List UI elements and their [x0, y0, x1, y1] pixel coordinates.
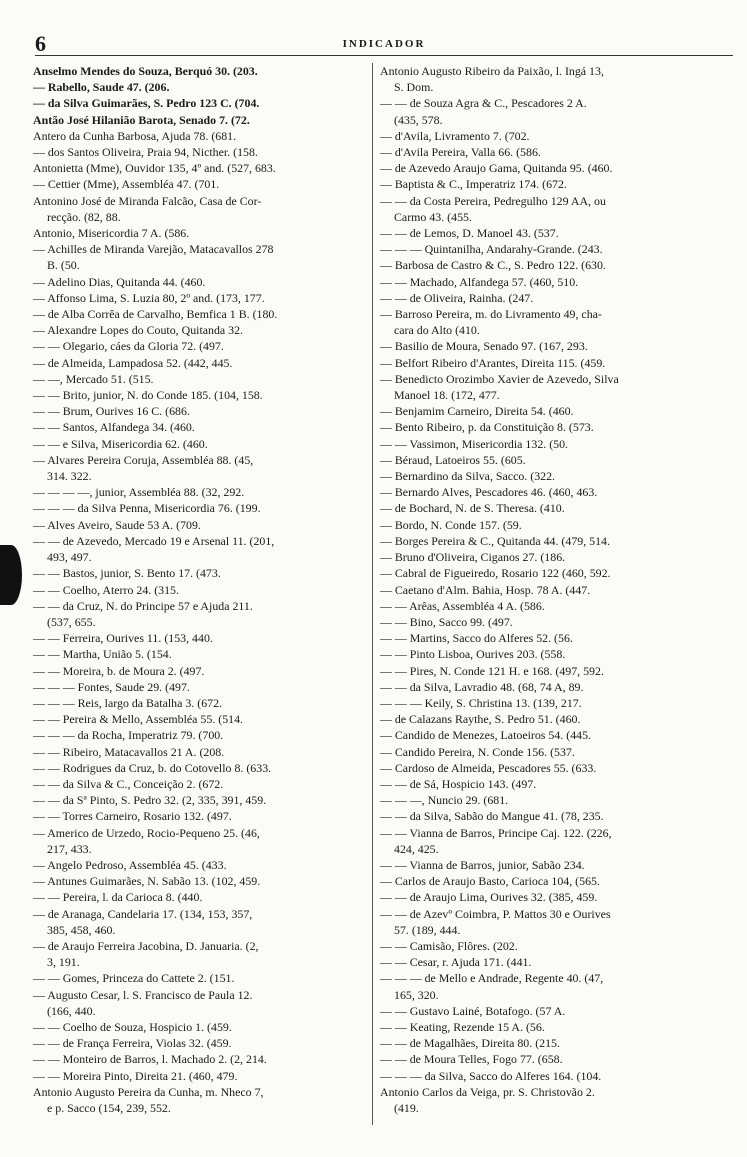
directory-entry-line: Antonio Carlos da Veiga, pr. S. Christovão 2.	[380, 1084, 595, 1099]
directory-entry-line: — — Pinto Lisboa, Ourives 203. (558.	[380, 647, 566, 662]
page-header	[35, 33, 733, 55]
directory-entry-line: B. (50.	[47, 258, 80, 273]
directory-entry-line: — — Pereira & Mello, Assembléa 55. (514.	[33, 712, 244, 727]
running-title: INDICADOR	[342, 38, 426, 50]
left-column	[33, 63, 373, 1116]
directory-entry-line: — — Vianna de Barros, Principe Caj. 122. (226,	[380, 825, 612, 840]
directory-entry-line: — — de Lemos, D. Manoel 43. (537.	[380, 226, 559, 241]
directory-entry-line: — Angelo Pedroso, Assembléa 45. (433.	[33, 857, 227, 872]
directory-entry-line: — Achilles de Miranda Varejão, Matacavallos 278	[33, 242, 274, 257]
directory-entry-line: — — Santos, Alfandega 34. (460.	[33, 420, 195, 435]
directory-entry-line: — Bordo, N. Conde 157. (59.	[380, 517, 522, 532]
directory-entry-line: — — Cesar, r. Ajuda 171. (441.	[380, 955, 532, 970]
directory-entry-line: — — Camisão, Flôres. (202.	[380, 938, 518, 953]
directory-entry-line: — Benjamim Carneiro, Direita 54. (460.	[380, 404, 574, 419]
directory-entry-line: — Basilio de Moura, Senado 97. (167, 293.	[380, 339, 588, 354]
directory-entry-line: Antonino José de Miranda Falcão, Casa de Cor-	[33, 193, 262, 208]
directory-entry-line: — Antunes Guimarães, N. Sabão 13. (102, 459.	[33, 874, 261, 889]
directory-entry-line: — Barroso Pereira, m. do Livramento 49, cha-	[380, 307, 602, 322]
directory-entry-line: — — Moreira, b. de Moura 2. (497.	[33, 663, 205, 678]
directory-entry-line: — Carlos de Araujo Basto, Carioca 104, (565.	[380, 874, 600, 889]
directory-entry-line: — —, Mercado 51. (515.	[33, 371, 154, 386]
directory-entry-line: — — — de Mello e Andrade, Regente 40. (47,	[380, 971, 604, 986]
directory-entry-line: — — Brito, junior, N. do Conde 185. (104, 158.	[33, 388, 263, 403]
directory-entry-line: — — e Silva, Misericordia 62. (460.	[33, 436, 208, 451]
directory-entry-line: Antonio Augusto Ribeiro da Paixão, l. Ingá 13,	[380, 64, 604, 78]
directory-entry-line: — Cettier (Mme), Assembléa 47. (701.	[33, 177, 220, 192]
directory-entry-line: — — — da Rocha, Imperatriz 79. (700.	[33, 728, 224, 743]
directory-entry-line: — Affonso Lima, S. Luzia 80, 2º and. (173, 177.	[33, 290, 265, 305]
directory-entry-line: — — Vianna de Barros, junior, Sabão 234.	[380, 857, 585, 872]
page-number: 6	[35, 31, 46, 56]
directory-entry-line: — — de Moura Telles, Fogo 77. (658.	[380, 1052, 563, 1067]
directory-entry-line: — — Bino, Sacco 99. (497.	[380, 614, 513, 629]
directory-entry-line: — — —, Nuncio 29. (681.	[380, 793, 509, 808]
directory-entry-line: — de Calazans Raythe, S. Pedro 51. (460.	[380, 712, 581, 727]
directory-entry-line: — — — da Silva Penna, Misericordia 76. (199.	[33, 501, 261, 516]
directory-entry-line: — Bernardino da Silva, Sacco. (322.	[380, 469, 556, 484]
directory-entry-line: — — — da Silva, Sacco do Alferes 164. (104.	[380, 1068, 602, 1083]
directory-entry-line: — de Aranaga, Candelaria 17. (134, 153, 357,	[33, 906, 253, 921]
directory-entry-line: — — da Costa Pereira, Pedregulho 129 AA, ou	[380, 193, 606, 208]
directory-entry-line: — Barbosa de Castro & C., S. Pedro 122. (630.	[380, 258, 606, 273]
directory-entry-line: 493, 497.	[47, 550, 92, 565]
directory-entry-line: — d'Avila, Livramento 7. (702.	[380, 128, 530, 143]
directory-entry-line: — — Martins, Sacco do Alferes 52. (56.	[380, 631, 573, 646]
directory-entry-line: — — — Fontes, Saude 29. (497.	[33, 679, 190, 694]
directory-entry-line: — — Keating, Rezende 15 A. (56.	[380, 1019, 545, 1034]
directory-entry-line: Antão José Hilanião Barota, Senado 7. (72.	[33, 112, 250, 127]
directory-entry-line: — — Bastos, junior, S. Bento 17. (473.	[33, 566, 221, 581]
directory-entry-line: — — Torres Carneiro, Rosario 132. (497.	[33, 809, 232, 824]
directory-entry-line: — — Gomes, Princeza do Cattete 2. (151.	[33, 971, 235, 986]
directory-entry-line: — — Ferreira, Ourives 11. (153, 440.	[33, 631, 213, 646]
directory-entry-line: — — Moreira Pinto, Direita 21. (460, 479.	[33, 1068, 238, 1083]
directory-entry-line: — — Monteiro de Barros, l. Machado 2. (2, 214.	[33, 1052, 267, 1067]
directory-entry-line: — Alvares Pereira Coruja, Assembléa 88. (45,	[33, 452, 254, 467]
directory-entry-line: 165, 320.	[394, 987, 439, 1002]
directory-entry-line: — — de Souza Agra & C., Pescadores 2 A.	[380, 96, 587, 111]
directory-entry-line: — — Olegario, cáes da Gloria 72. (497.	[33, 339, 224, 354]
directory-entry-line: 3, 191.	[47, 955, 80, 970]
directory-entry-line: — — de Sá, Hospicio 143. (497.	[380, 776, 537, 791]
directory-entry-line: — — Vassimon, Misericordia 132. (50.	[380, 436, 569, 451]
directory-entry-line: — Baptista & C., Imperatriz 174. (672.	[380, 177, 567, 192]
directory-entry-line: — da Silva Guimarães, S. Pedro 123 C. (704.	[33, 96, 260, 111]
directory-entry-line: cara do Alto (410.	[394, 323, 480, 338]
directory-entry-line: — — Coelho de Souza, Hospicio 1. (459.	[33, 1019, 232, 1034]
directory-entry-line: — — de França Ferreira, Violas 32. (459.	[33, 1036, 232, 1051]
directory-entry-line: — Alves Aveiro, Saude 53 A. (709.	[33, 517, 201, 532]
directory-entry-line: S. Dom.	[394, 80, 434, 95]
directory-entry-line: Antonietta (Mme), Ouvidor 135, 4º and. (527, 683.	[33, 161, 276, 176]
directory-entry-line: — — — Keily, S. Christina 13. (139, 217.	[380, 695, 582, 710]
directory-entry-line: — — da Cruz, N. do Principe 57 e Ajuda 211.	[33, 598, 253, 613]
directory-entry-line: — — Brum, Ourives 16 C. (686.	[33, 404, 190, 419]
directory-entry-line: — Benedicto Orozimbo Xavier de Azevedo, Silva	[380, 371, 619, 386]
directory-entry-line: Antonio Augusto Pereira da Cunha, m. Nheco 7,	[33, 1084, 264, 1099]
ink-blot	[0, 545, 22, 605]
directory-entry-line: — — de Magalhães, Direita 80. (215.	[380, 1036, 560, 1051]
directory-entry-line: — — Arêas, Assembléa 4 A. (586.	[380, 598, 545, 613]
directory-entry-line: — — Pereira, l. da Carioca 8. (440.	[33, 890, 203, 905]
directory-entry-line: — — de Azevº Coimbra, P. Mattos 30 e Ourives	[380, 906, 611, 921]
directory-entry-line: 385, 458, 460.	[47, 922, 116, 937]
directory-entry-line: Manoel 18. (172, 477.	[394, 388, 500, 403]
directory-entry-line: — d'Avila Pereira, Valla 66. (586.	[380, 145, 541, 160]
directory-entry-line: — Cardoso de Almeida, Pescadores 55. (633.	[380, 760, 597, 775]
directory-entry-line: — Belfort Ribeiro d'Arantes, Direita 115. (459.	[380, 355, 606, 370]
directory-entry-line: — de Alba Corrêa de Carvalho, Bemfica 1 B. (180.	[33, 307, 278, 322]
directory-entry-line: e p. Sacco (154, 239, 552.	[47, 1101, 171, 1115]
directory-entry-line: Antero da Cunha Barbosa, Ajuda 78. (681.	[33, 128, 237, 143]
directory-entry-line: — — de Azevedo, Mercado 19 e Arsenal 11. (201,	[33, 533, 275, 548]
directory-entry-line: — Adelino Dias, Quitanda 44. (460.	[33, 274, 206, 289]
directory-entry-line: — — da Sª Pinto, S. Pedro 32. (2, 335, 391, 459.	[33, 793, 267, 808]
directory-entry-line: Anselmo Mendes do Souza, Berquó 30. (203.	[33, 64, 258, 78]
directory-entry-line: — de Almeida, Lampadosa 52. (442, 445.	[33, 355, 233, 370]
directory-entry-line: — Americo de Urzedo, Rocio-Pequeno 25. (46,	[33, 825, 260, 840]
directory-entry-line: Carmo 43. (455.	[394, 209, 472, 224]
directory-entry-line: — — de Oliveira, Rainha. (247.	[380, 290, 534, 305]
directory-entry-line: — Rabello, Saude 47. (206.	[33, 80, 170, 95]
directory-entry-line: — Alexandre Lopes do Couto, Quitanda 32.	[33, 323, 244, 338]
right-column	[380, 63, 710, 1116]
directory-entry-line: — — Rodrigues da Cruz, b. do Cotovello 8. (633.	[33, 760, 272, 775]
directory-entry-line: — Bento Ribeiro, p. da Constituição 8. (573.	[380, 420, 594, 435]
directory-entry-line: — — Martha, União 5. (154.	[33, 647, 172, 662]
directory-entry-line: — — — —, junior, Assembléa 88. (32, 292.	[33, 485, 245, 500]
directory-entry-line: 314. 322.	[47, 469, 92, 484]
directory-entry-line: — Candido de Menezes, Latoeiros 54. (445.	[380, 728, 592, 743]
column-divider	[372, 63, 373, 1125]
directory-entry-line: 217, 433.	[47, 841, 92, 856]
directory-entry-line: — dos Santos Oliveira, Praia 94, Nicther. (158.	[33, 145, 258, 160]
directory-entry-line: — — da Silva, Lavradio 48. (68, 74 A, 89.	[380, 679, 584, 694]
directory-entry-line: — — — Quintanilha, Andarahy-Grande. (243.	[380, 242, 603, 257]
directory-entry-line: — — — Reis, largo da Batalha 3. (672.	[33, 695, 223, 710]
directory-entry-line: — Bruno d'Oliveira, Ciganos 27. (186.	[380, 550, 566, 565]
directory-entry-line: (537, 655.	[47, 614, 96, 629]
directory-entry-line: 424, 425.	[394, 841, 439, 856]
directory-entry-line: — — Coelho, Aterro 24. (315.	[33, 582, 179, 597]
directory-entry-line: — Candido Pereira, N. Conde 156. (537.	[380, 744, 575, 759]
directory-entry-line: — — da Silva & C., Conceição 2. (672.	[33, 776, 224, 791]
directory-entry-line: — Cabral de Figueiredo, Rosario 122 (460, 592.	[380, 566, 611, 581]
directory-entry-line: — de Azevedo Araujo Gama, Quitanda 95. (460.	[380, 161, 613, 176]
directory-entry-line: — Caetano d'Alm. Bahia, Hosp. 78 A. (447.	[380, 582, 591, 597]
directory-entry-line: (419.	[394, 1101, 419, 1115]
directory-entry-line: (166, 440.	[47, 1003, 96, 1018]
directory-entry-line: — — de Araujo Lima, Ourives 32. (385, 459.	[380, 890, 598, 905]
directory-entry-line: — — Pires, N. Conde 121 H. e 168. (497, 592.	[380, 663, 604, 678]
directory-entry-line: — Borges Pereira & C., Quitanda 44. (479, 514.	[380, 533, 610, 548]
directory-entry-line: — — da Silva, Sabão do Mangue 41. (78, 235.	[380, 809, 604, 824]
directory-entry-line: — de Araujo Ferreira Jacobina, D. Januaria. (2,	[33, 938, 259, 953]
header-rule	[35, 55, 733, 56]
directory-entry-line: 57. (189, 444.	[394, 922, 461, 937]
directory-entry-line: — de Bochard, N. de S. Theresa. (410.	[380, 501, 565, 516]
directory-entry-line: — — Gustavo Lainé, Botafogo. (57 A.	[380, 1003, 566, 1018]
directory-entry-line: — Bernardo Alves, Pescadores 46. (460, 463.	[380, 485, 598, 500]
directory-entry-line: — — Ribeiro, Matacavallos 21 A. (208.	[33, 744, 225, 759]
directory-entry-line: recção. (82, 88.	[47, 209, 121, 224]
directory-entry-line: Antonio, Misericordia 7 A. (586.	[33, 226, 190, 241]
directory-entry-line: — Augusto Cesar, l. S. Francisco de Paula 12.	[33, 987, 253, 1002]
directory-entry-line: — Béraud, Latoeiros 55. (605.	[380, 452, 526, 467]
directory-entry-line: (435, 578.	[394, 112, 443, 127]
directory-entry-line: — — Machado, Alfandega 57. (460, 510.	[380, 274, 579, 289]
